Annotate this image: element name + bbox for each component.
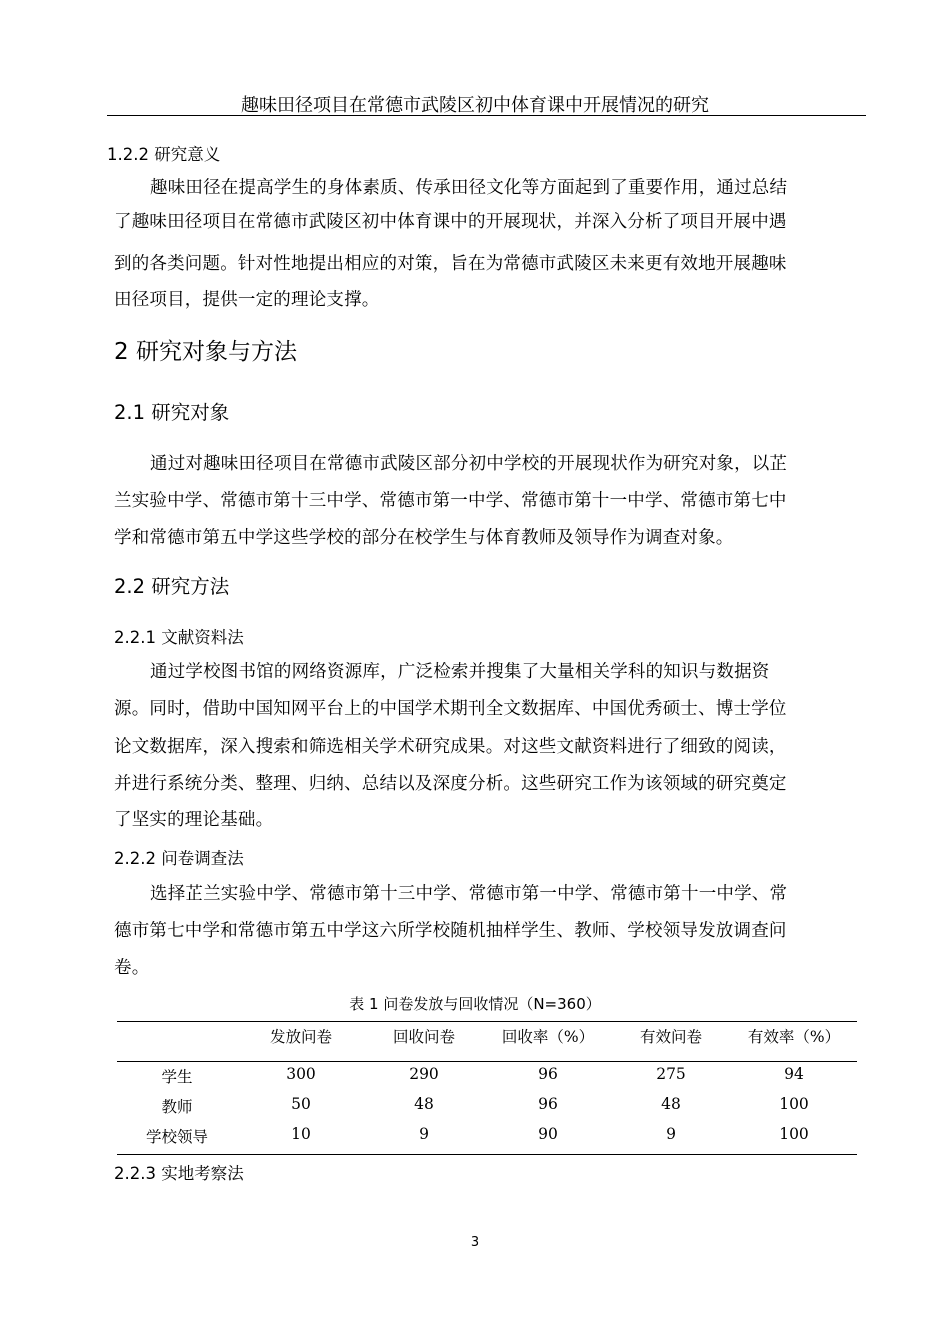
table-cell: 9 xyxy=(666,1125,676,1143)
running-header-title: 趣味田径项目在常德市武陵区初中体育课中开展情况的研究 xyxy=(241,95,709,116)
table-cell: 100 xyxy=(779,1095,809,1113)
table-cell: 48 xyxy=(661,1095,681,1113)
heading-2-2-1: 2.2.1 文献资料法 xyxy=(114,628,244,647)
table-cell: 96 xyxy=(538,1095,558,1113)
heading-2-2-3: 2.2.3 实地考察法 xyxy=(114,1164,244,1183)
table-cell: 50 xyxy=(291,1095,311,1113)
heading-2-2-2: 2.2.2 问卷调查法 xyxy=(114,849,244,868)
table-header-cell: 有效率（%） xyxy=(747,1028,841,1046)
paragraph-line: 源。同时，借助中国知网平台上的中国学术期刊全文数据库、中国优秀硕士、博士学位 xyxy=(114,699,787,719)
paragraph-line: 到的各类问题。针对性地提出相应的对策，旨在为常德市武陵区未来更有效地开展趣味 xyxy=(114,254,787,274)
table-cell: 94 xyxy=(784,1065,804,1083)
paragraph-line: 了趣味田径项目在常德市武陵区初中体育课中的开展现状，并深入分析了项目开展中遇 xyxy=(114,212,787,232)
table-top-rule xyxy=(117,1021,857,1022)
paragraph-line: 德市第七中学和常德市第五中学这六所学校随机抽样学生、教师、学校领导发放调查问 xyxy=(114,921,787,941)
table-cell: 300 xyxy=(286,1065,316,1083)
paragraph-line: 选择芷兰实验中学、常德市第十三中学、常德市第一中学、常德市第十一中学、常 xyxy=(150,884,788,904)
table-cell: 48 xyxy=(414,1095,434,1113)
page-number: 3 xyxy=(470,1235,480,1250)
heading-2: 2 研究对象与方法 xyxy=(114,339,297,365)
table-row-label: 教师 xyxy=(161,1098,193,1116)
table-cell: 275 xyxy=(656,1065,686,1083)
paragraph-line: 兰实验中学、常德市第十三中学、常德市第一中学、常德市第十一中学、常德市第七中 xyxy=(114,491,787,511)
table-cell: 10 xyxy=(291,1125,311,1143)
table-header-rule xyxy=(117,1061,857,1062)
paragraph-line: 并进行系统分类、整理、归纳、总结以及深度分析。这些研究工作为该领域的研究奠定 xyxy=(114,774,787,794)
paragraph-line: 趣味田径在提高学生的身体素质、传承田径文化等方面起到了重要作用，通过总结 xyxy=(150,178,788,198)
heading-2-1: 2.1 研究对象 xyxy=(114,401,230,424)
paragraph-line: 通过对趣味田径项目在常德市武陵区部分初中学校的开展现状作为研究对象，以芷 xyxy=(150,454,788,474)
paragraph-line: 通过学校图书馆的网络资源库，广泛检索并搜集了大量相关学科的知识与数据资 xyxy=(150,662,770,682)
paragraph-line: 田径项目，提供一定的理论支撑。 xyxy=(114,290,380,310)
table-cell: 290 xyxy=(409,1065,439,1083)
table-header-cell: 有效问卷 xyxy=(639,1028,702,1046)
table-cell: 100 xyxy=(779,1125,809,1143)
paragraph-line: 论文数据库，深入搜索和筛选相关学术研究成果。对这些文献资料进行了细致的阅读， xyxy=(114,737,787,757)
heading-1-2-2: 1.2.2 研究意义 xyxy=(107,145,221,164)
paragraph-line: 学和常德市第五中学这些学校的部分在校学生与体育教师及领导作为调查对象。 xyxy=(114,528,734,548)
table-header-cell: 发放问卷 xyxy=(269,1028,332,1046)
table-header-cell: 回收率（%） xyxy=(501,1028,595,1046)
table-row-label: 学校领导 xyxy=(145,1128,208,1146)
table-caption: 表 1 问卷发放与回收情况（N=360） xyxy=(349,995,601,1013)
heading-2-2: 2.2 研究方法 xyxy=(114,575,230,598)
table-bottom-rule xyxy=(117,1154,857,1155)
header-rule xyxy=(107,115,866,116)
paragraph-line: 卷。 xyxy=(114,958,150,978)
table-cell: 96 xyxy=(538,1065,558,1083)
table-cell: 90 xyxy=(538,1125,558,1143)
table-cell: 9 xyxy=(419,1125,429,1143)
table-header-cell: 回收问卷 xyxy=(392,1028,455,1046)
paragraph-line: 了坚实的理论基础。 xyxy=(114,810,274,830)
table-row-label: 学生 xyxy=(161,1068,193,1086)
